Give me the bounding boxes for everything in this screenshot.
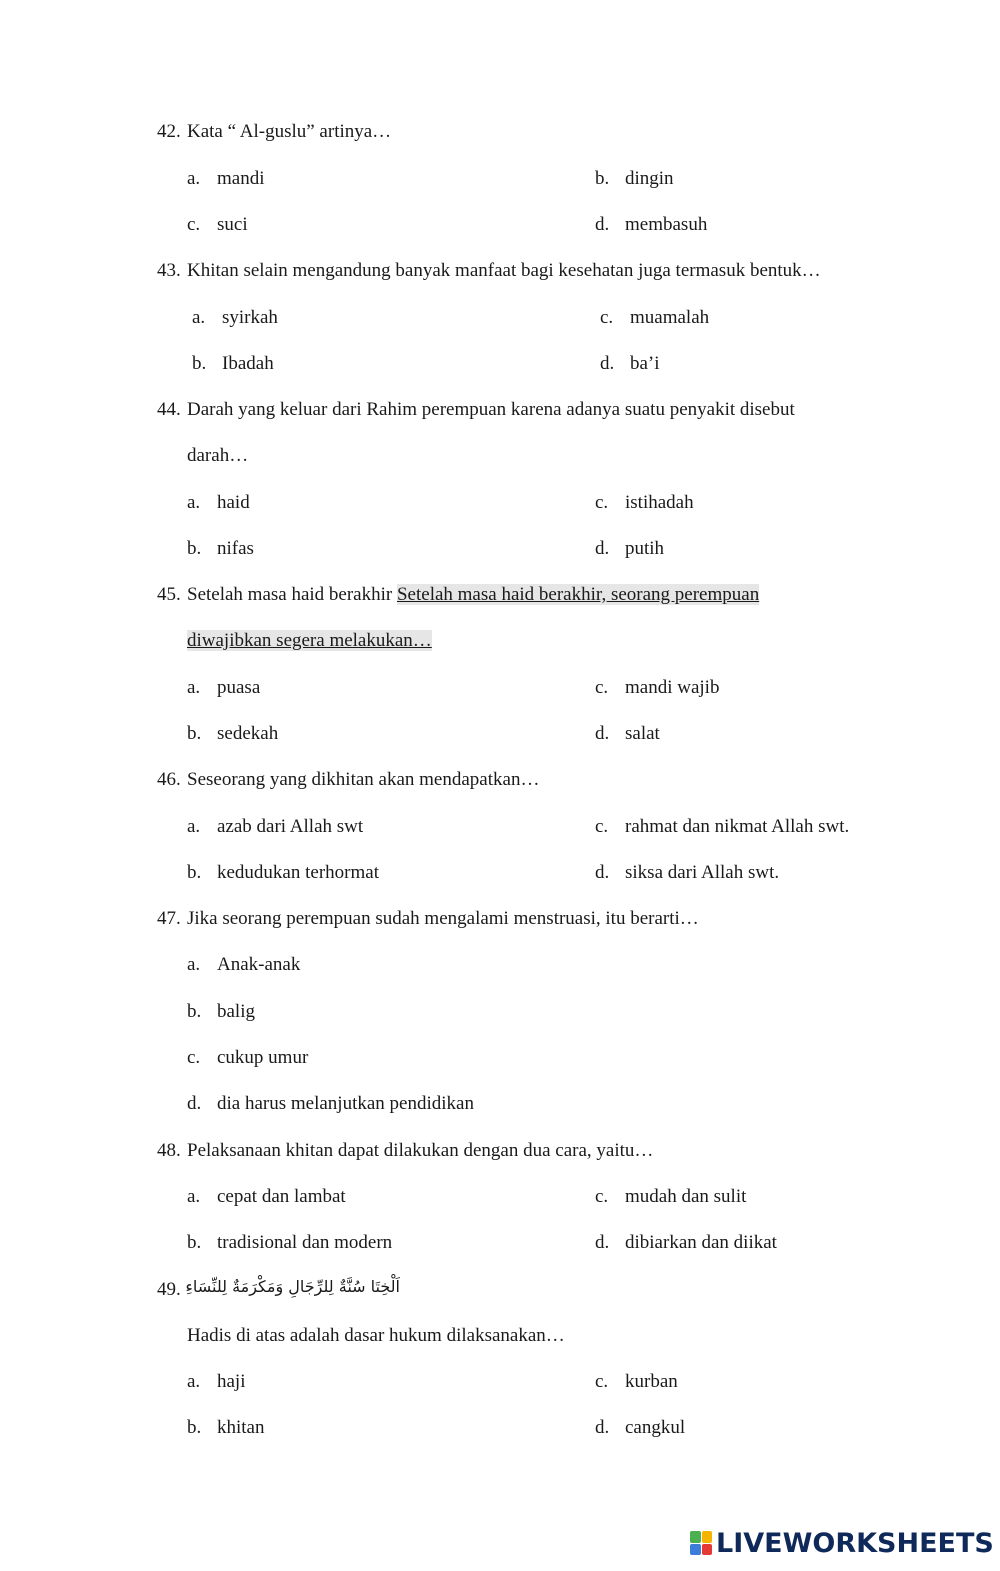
option-text[interactable]: haji xyxy=(217,1371,246,1392)
question-text: Hadis di atas adalah dasar hukum dilaksanakan… xyxy=(187,1325,565,1346)
option-letter: d. xyxy=(595,862,610,883)
question-number: 43. xyxy=(157,260,181,281)
option-text[interactable]: balig xyxy=(217,1001,255,1022)
option-letter: d. xyxy=(600,353,615,374)
option-text[interactable]: kedudukan terhormat xyxy=(217,862,379,883)
option-text[interactable]: ba’i xyxy=(630,353,660,374)
option-text[interactable]: istihadah xyxy=(625,492,694,513)
option-letter: c. xyxy=(187,1047,201,1068)
question-text-plain: Setelah masa haid berakhir xyxy=(187,584,393,605)
question-number: 42. xyxy=(157,121,181,142)
option-letter: a. xyxy=(187,816,201,837)
option-letter: d. xyxy=(595,723,610,744)
option-letter: d. xyxy=(595,214,610,235)
liveworksheets-logo[interactable] xyxy=(690,1526,994,1560)
option-text[interactable]: haid xyxy=(217,492,250,513)
option-text[interactable]: kurban xyxy=(625,1371,678,1392)
option-text[interactable]: sedekah xyxy=(217,723,279,744)
option-text[interactable]: dibiarkan dan diikat xyxy=(625,1232,777,1253)
option-text[interactable]: mudah dan sulit xyxy=(625,1186,747,1207)
option-text[interactable]: putih xyxy=(625,538,665,559)
option-letter: b. xyxy=(187,1001,202,1022)
option-text[interactable]: mandi xyxy=(217,168,265,189)
question-text: Kata “ Al-guslu” artinya… xyxy=(187,121,392,142)
option-letter: a. xyxy=(187,1371,201,1392)
question-number: 46. xyxy=(157,769,181,790)
option-letter: b. xyxy=(187,1232,202,1253)
question-text: Darah yang keluar dari Rahim perempuan karena adanya suatu penyakit disebut xyxy=(187,399,795,420)
question-text: Jika seorang perempuan sudah mengalami menstruasi, itu berarti… xyxy=(187,908,699,929)
option-text[interactable]: suci xyxy=(217,214,248,235)
question-text: Khitan selain mengandung banyak manfaat bagi kesehatan juga termasuk bentuk… xyxy=(187,260,821,281)
question-number: 47. xyxy=(157,908,181,929)
question-number: 45. xyxy=(157,584,181,605)
option-letter: b. xyxy=(187,862,202,883)
option-letter: a. xyxy=(187,677,201,698)
option-text[interactable]: tradisional dan modern xyxy=(217,1232,393,1253)
question-number: 49. xyxy=(157,1279,181,1300)
option-letter: c. xyxy=(600,307,614,328)
question-text: Pelaksanaan khitan dapat dilakukan dengan dua cara, yaitu… xyxy=(187,1140,654,1161)
option-letter: a. xyxy=(187,492,201,513)
option-letter: c. xyxy=(595,816,609,837)
option-letter: b. xyxy=(187,1417,202,1438)
highlighted-text: Setelah masa haid berakhir, seorang perempuan xyxy=(396,584,760,605)
option-letter: c. xyxy=(595,1186,609,1207)
option-letter: d. xyxy=(595,1232,610,1253)
option-letter: a. xyxy=(187,1186,201,1207)
brand-name: LIVEWORKSHEETS xyxy=(716,1527,994,1559)
question-number: 44. xyxy=(157,399,181,420)
question-text-continued: darah… xyxy=(187,445,249,466)
option-text[interactable]: siksa dari Allah swt. xyxy=(625,862,780,883)
option-letter: c. xyxy=(595,1371,609,1392)
question-number: 48. xyxy=(157,1140,181,1161)
option-text[interactable]: mandi wajib xyxy=(625,677,720,698)
option-text[interactable]: membasuh xyxy=(625,214,708,235)
option-letter: a. xyxy=(192,307,206,328)
option-text[interactable]: nifas xyxy=(217,538,254,559)
option-text[interactable]: dingin xyxy=(625,168,674,189)
option-letter: c. xyxy=(187,214,201,235)
option-text[interactable]: cukup umur xyxy=(217,1047,309,1068)
arabic-hadith: اَلْخِتَا سُنَّةٌ لِلرِّجَالِ وَمَكْرَمَةٌ لِلنِّسَاءِ xyxy=(185,1277,400,1296)
option-text[interactable]: Anak-anak xyxy=(217,954,301,975)
option-text[interactable]: rahmat dan nikmat Allah swt. xyxy=(625,816,850,837)
option-letter: b. xyxy=(187,723,202,744)
question-text: Seseorang yang dikhitan akan mendapatkan… xyxy=(187,769,540,790)
question-text-continued xyxy=(187,629,432,653)
option-text[interactable]: khitan xyxy=(217,1417,265,1438)
option-text[interactable]: puasa xyxy=(217,677,261,698)
option-text[interactable]: syirkah xyxy=(222,307,278,328)
option-letter: b. xyxy=(192,353,207,374)
option-text[interactable]: cepat dan lambat xyxy=(217,1186,346,1207)
option-letter: d. xyxy=(187,1093,202,1114)
option-letter: d. xyxy=(595,1417,610,1438)
highlighted-text: diwajibkan segera melakukan… xyxy=(187,630,432,651)
question-text xyxy=(187,583,759,607)
option-text[interactable]: dia harus melanjutkan pendidikan xyxy=(217,1093,474,1114)
option-text[interactable]: Ibadah xyxy=(222,353,274,374)
option-letter: a. xyxy=(187,168,201,189)
option-letter: c. xyxy=(595,492,609,513)
liveworksheets-icon xyxy=(690,1531,712,1555)
option-letter: d. xyxy=(595,538,610,559)
option-letter: b. xyxy=(595,168,610,189)
option-text[interactable]: cangkul xyxy=(625,1417,686,1438)
option-letter: b. xyxy=(187,538,202,559)
option-text[interactable]: salat xyxy=(625,723,660,744)
option-letter: c. xyxy=(595,677,609,698)
option-letter: a. xyxy=(187,954,201,975)
option-text[interactable]: azab dari Allah swt xyxy=(217,816,364,837)
option-text[interactable]: muamalah xyxy=(630,307,710,328)
